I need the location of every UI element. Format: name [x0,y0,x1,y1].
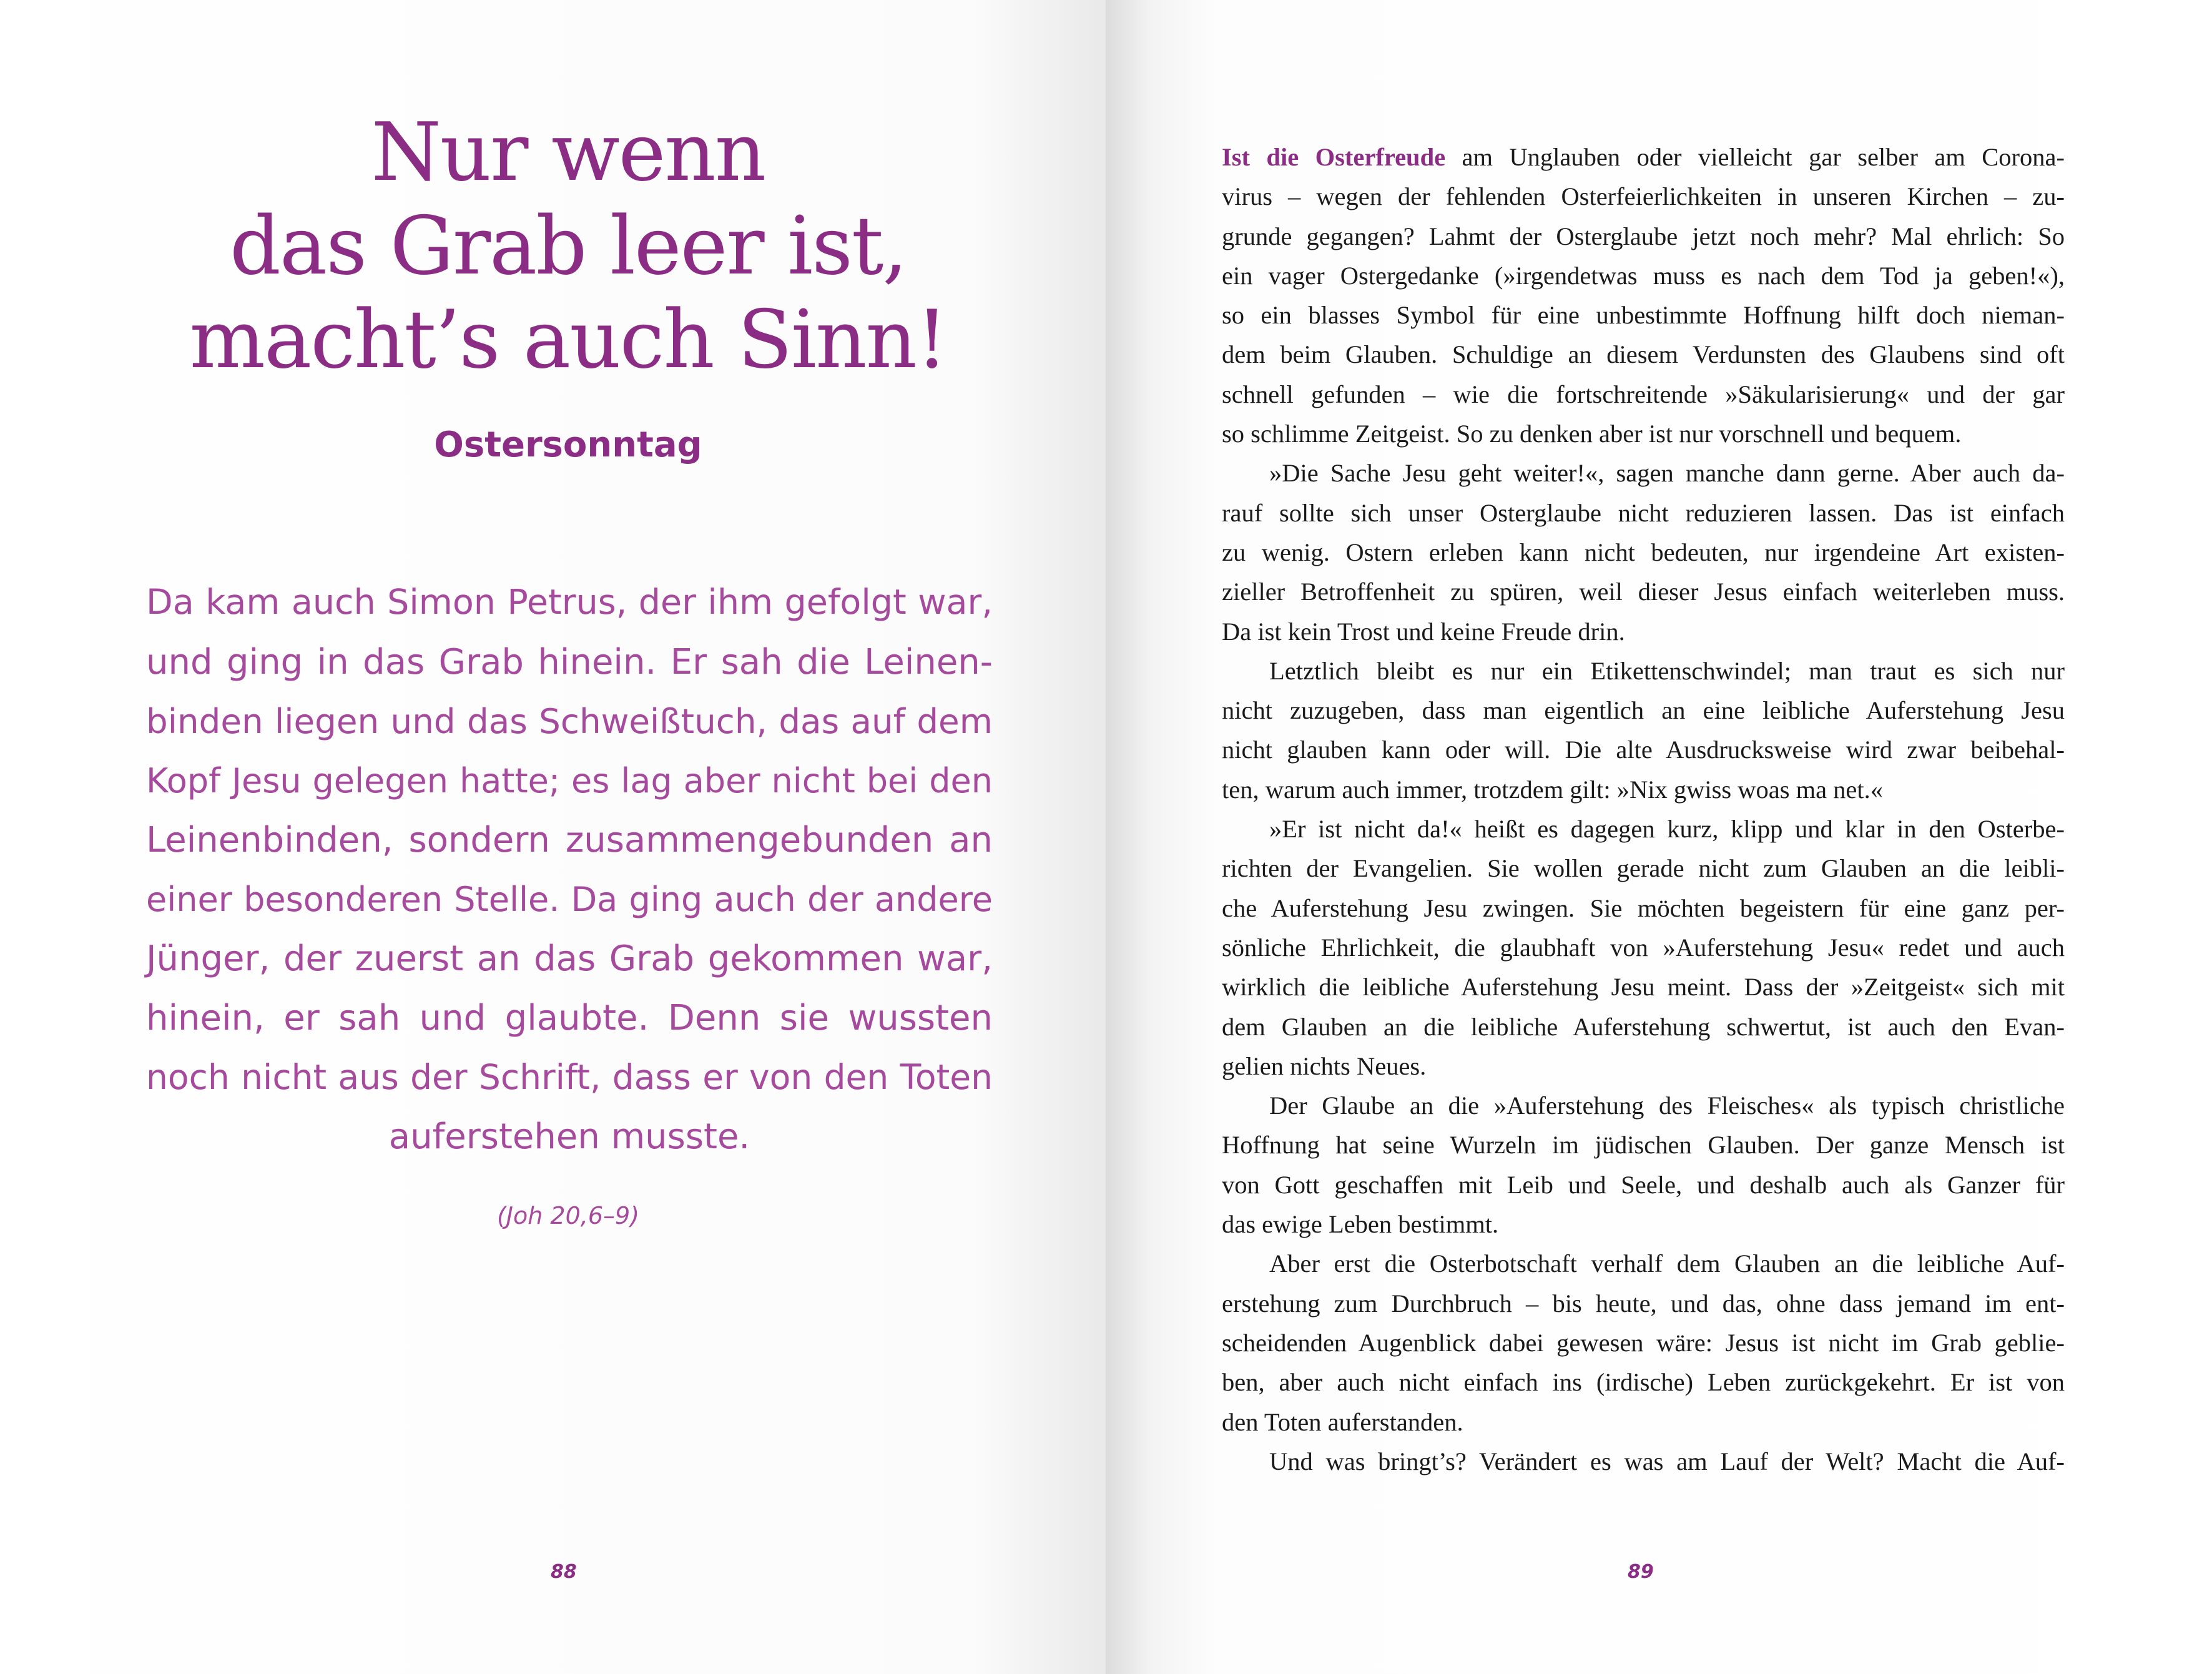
body-line: Letztlich bleibt es nur ein Etikettenschwindel; man traut es sich nur [1269,656,2065,685]
body-line: gelien nichts Neues. [1222,1051,1427,1080]
quote-line: auferstehen musste. [388,1116,750,1157]
title-line: macht’s auch Sinn! [189,293,947,386]
body-line: dem Glauben an die leibliche Auferstehung schwertut, ist auch den Evan- [1222,1012,2065,1041]
body-text [1222,137,2065,1481]
body-line: »Er ist nicht da!« heißt es dagegen kurz, klipp und klar in den Osterbe- [1269,815,2065,844]
body-line: grunde gegangen? Lahmt der Osterglaube jetzt noch mehr? Mal ehrlich: So [1222,222,2065,250]
body-line: erstehung zum Durchbruch – bis heute, und das, ohne dass jemand im ent- [1222,1289,2065,1317]
body-line: zu wenig. Ostern erleben kann nicht bedeuten, nur irgendeine Art existen- [1222,538,2065,566]
chapter-title [125,106,1011,387]
body-line: den Toten auferstanden. [1222,1407,1463,1436]
body-line [1222,137,2065,177]
quote-line: Leinenbinden, sondern zusammengebunden an [146,820,993,860]
body-line: Und was bringt’s? Verändert es was am Lauf der Welt? Macht die Auf- [1269,1447,2065,1475]
body-line: das ewige Leben bestimmt. [1222,1210,1499,1239]
quote-line: binden liegen und das Schweißtuch, das auf dem [146,701,993,741]
quote-line: Jünger, der zuerst an das Grab gekommen war, [146,938,993,979]
body-line: nicht glauben kann oder will. Die alte Ausdrucksweise wird zwar beibehal- [1222,736,2065,764]
quote-line: noch nicht aus der Schrift, dass er von den Toten [146,1057,993,1097]
body-line: ten, warum auch immer, trotzdem gilt: »Nix gwiss woas ma net.« [1222,775,1884,804]
body-line: richten der Evangelien. Sie wollen gerade nicht zum Glauben an die leibli- [1222,854,2065,883]
quote-line: einer besonderen Stelle. Da ging auch der andere [146,880,993,919]
body-line: Hoffnung hat seine Wurzeln im jüdischen Glauben. Der ganze Mensch ist [1222,1131,2065,1159]
lead-in: Ist die Osterfreude [1222,143,1446,171]
body-line: ein vager Ostergedanke (»irgendetwas muss es nach dem Tod ja geben!«), [1222,261,2065,290]
scripture-quote [146,573,993,1166]
body-line: Der Glaube an die »Auferstehung des Fleisches« als typisch christliche [1269,1091,2065,1120]
body-line: »Die Sache Jesu geht weiter!«, sagen manche dann gerne. Aber auch da- [1269,459,2065,488]
chapter-subtitle: Ostersonntag [434,425,702,465]
title-line: Nur wenn [371,106,765,199]
quote-line: hinein, er sah und glaubte. Denn sie wussten [146,998,993,1038]
body-line: Aber erst die Osterbotschaft verhalf dem Glauben an die leibliche Auf- [1269,1249,2065,1278]
body-line: ben, aber auch nicht einfach ins (irdische) Leben zurückgekehrt. Er ist von [1222,1368,2065,1397]
body-line: che Auferstehung Jesu zwingen. Sie möchten begeistern für eine ganz per- [1222,894,2065,922]
body-line: nicht zuzugeben, dass man eigentlich an eine leibliche Auferstehung Jesu [1222,696,2065,725]
body-line: so schlimme Zeitgeist. So zu denken aber ist nur vorschnell und bequem. [1222,420,1962,448]
body-line: scheidenden Augenblick dabei gewesen wäre: Jesus ist nicht im Grab geblie- [1222,1328,2065,1357]
quote-line: Da kam auch Simon Petrus, der ihm gefolgt war, [146,583,993,623]
body-line: virus – wegen der fehlenden Osterfeierlichkeiten in unseren Kirchen – zu- [1222,182,2065,211]
scripture-reference: (Joh 20,6–9) [496,1202,640,1229]
body-line: dem beim Glauben. Schuldige an diesem Verdunsten des Glaubens sind oft [1222,340,2065,369]
quote-line: und ging in das Grab hinein. Er sah die Leinen- [146,642,993,682]
body-line: schnell gefunden – wie die fortschreitende »Säkularisierung« und der gar [1222,380,2065,408]
page-number-left: 88 [551,1561,577,1583]
body-line-rest: am Unglauben oder vielleicht gar selber am Corona- [1445,143,2065,171]
body-line: Da ist kein Trost und keine Freude drin. [1222,617,1625,646]
body-line: zieller Betroffenheit zu spüren, weil dieser Jesus einfach weiterleben muss. [1222,578,2065,606]
quote-line: Kopf Jesu gelegen hatte; es lag aber nicht bei den [146,761,993,800]
title-line: das Grab leer ist, [229,200,907,293]
body-line: von Gott geschaffen mit Leib und Seele, und deshalb auch als Ganzer für [1222,1170,2065,1199]
body-line: wirklich die leibliche Auferstehung Jesu meint. Dass der »Zeitgeist« sich mit [1222,973,2065,1002]
page-number-right: 89 [1628,1561,1654,1583]
body-line: rauf sollte sich unser Osterglaube nicht reduzieren lassen. Das ist einfach [1222,498,2065,527]
body-line: so ein blasses Symbol für eine unbestimmte Hoffnung hilft doch nieman- [1222,301,2065,330]
body-line: sönliche Ehrlichkeit, die glaubhaft von »Auferstehung Jesu« redet und auch [1222,933,2065,962]
